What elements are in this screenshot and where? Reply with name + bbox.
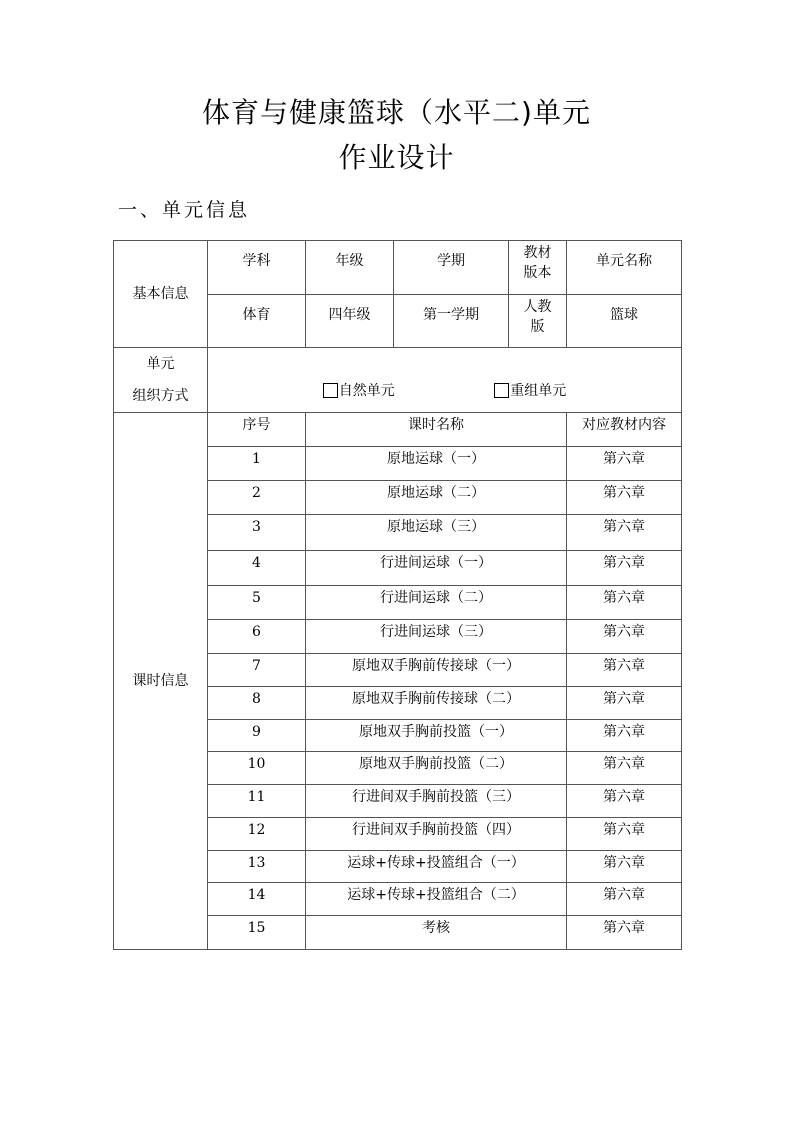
- organization-label-line2: 组织方式: [132, 388, 189, 404]
- lesson-name: 考核: [306, 916, 567, 950]
- organization-options: [208, 348, 682, 413]
- lesson-info-label: 课时信息: [114, 413, 208, 950]
- option-reorganized-unit[interactable]: [494, 381, 566, 401]
- lesson-number: 13: [208, 851, 306, 883]
- value-textbook-version: [509, 295, 567, 348]
- value-grade: 四年级: [306, 295, 394, 348]
- lesson-textbook-content: 第六章: [567, 620, 682, 654]
- lesson-name: 原地运球（三）: [306, 515, 567, 551]
- document-title-line2: 作业设计: [338, 141, 455, 174]
- lesson-number: 10: [208, 752, 306, 785]
- header-lesson-number: 序号: [208, 413, 306, 447]
- lesson-number: 11: [208, 785, 306, 818]
- option-natural-unit[interactable]: [323, 381, 395, 401]
- lesson-number: 14: [208, 883, 306, 916]
- lesson-name: 原地双手胸前传接球（二）: [306, 687, 567, 720]
- lesson-textbook-content: 第六章: [567, 654, 682, 687]
- textbook-version-text: 教材版本: [523, 245, 552, 281]
- lesson-name: 行进间运球（一）: [306, 551, 567, 586]
- lesson-textbook-content: 第六章: [567, 586, 682, 620]
- unit-info-table: [113, 240, 682, 950]
- lesson-number: 8: [208, 687, 306, 720]
- textbook-version-value-text: 人教版: [523, 299, 552, 335]
- value-subject: 体育: [208, 295, 306, 348]
- lesson-number: 15: [208, 916, 306, 950]
- header-semester: 学期: [394, 241, 509, 295]
- checkbox-natural-unit[interactable]: [323, 383, 338, 398]
- lesson-number: 1: [208, 447, 306, 481]
- lesson-name: 原地双手胸前投篮（二）: [306, 752, 567, 785]
- lesson-name: 行进间双手胸前投篮（四）: [306, 818, 567, 851]
- header-subject: 学科: [208, 241, 306, 295]
- lesson-name: 运球+传球+投篮组合（二）: [306, 883, 567, 916]
- organization-label-line1: 单元: [146, 356, 175, 372]
- lesson-name: 行进间运球（三）: [306, 620, 567, 654]
- lesson-textbook-content: 第六章: [567, 851, 682, 883]
- lesson-textbook-content: 第六章: [567, 752, 682, 785]
- lesson-textbook-content: 第六章: [567, 515, 682, 551]
- lesson-textbook-content: 第六章: [567, 687, 682, 720]
- value-unit-name: 篮球: [567, 295, 682, 348]
- lesson-name: 原地双手胸前投篮（一）: [306, 720, 567, 752]
- lesson-textbook-content: 第六章: [567, 447, 682, 481]
- lesson-number: 12: [208, 818, 306, 851]
- header-textbook-version: [509, 241, 567, 295]
- lesson-number: 4: [208, 551, 306, 586]
- lesson-textbook-content: 第六章: [567, 818, 682, 851]
- lesson-textbook-content: 第六章: [567, 883, 682, 916]
- header-grade: 年级: [306, 241, 394, 295]
- lesson-textbook-content: 第六章: [567, 551, 682, 586]
- lesson-number: 9: [208, 720, 306, 752]
- header-unit-name: 单元名称: [567, 241, 682, 295]
- lesson-name: 行进间运球（二）: [306, 586, 567, 620]
- lesson-number: 7: [208, 654, 306, 687]
- lesson-name: 运球+传球+投篮组合（一）: [306, 851, 567, 883]
- organization-label: [114, 348, 208, 413]
- header-lesson-name: 课时名称: [306, 413, 567, 447]
- lesson-name: 原地运球（一）: [306, 447, 567, 481]
- lesson-textbook-content: 第六章: [567, 916, 682, 950]
- value-semester: 第一学期: [394, 295, 509, 348]
- lesson-textbook-content: 第六章: [567, 785, 682, 818]
- document-title-line1: 体育与健康篮球（水平二)单元: [202, 96, 591, 129]
- option-natural-unit-label: 自然单元: [338, 383, 395, 399]
- checkbox-reorganized-unit[interactable]: [494, 383, 509, 398]
- basic-info-label: 基本信息: [114, 241, 208, 348]
- lesson-name: 原地运球（二）: [306, 481, 567, 515]
- lesson-number: 6: [208, 620, 306, 654]
- lesson-name: 行进间双手胸前投篮（三）: [306, 785, 567, 818]
- option-reorganized-unit-label: 重组单元: [510, 383, 567, 399]
- section-heading-unit-info: 一、单元信息: [118, 199, 251, 221]
- lesson-name: 原地双手胸前传接球（一）: [306, 654, 567, 687]
- header-textbook-content: 对应教材内容: [567, 413, 682, 447]
- lesson-textbook-content: 第六章: [567, 481, 682, 515]
- lesson-number: 2: [208, 481, 306, 515]
- lesson-textbook-content: 第六章: [567, 720, 682, 752]
- lesson-number: 3: [208, 515, 306, 551]
- lesson-number: 5: [208, 586, 306, 620]
